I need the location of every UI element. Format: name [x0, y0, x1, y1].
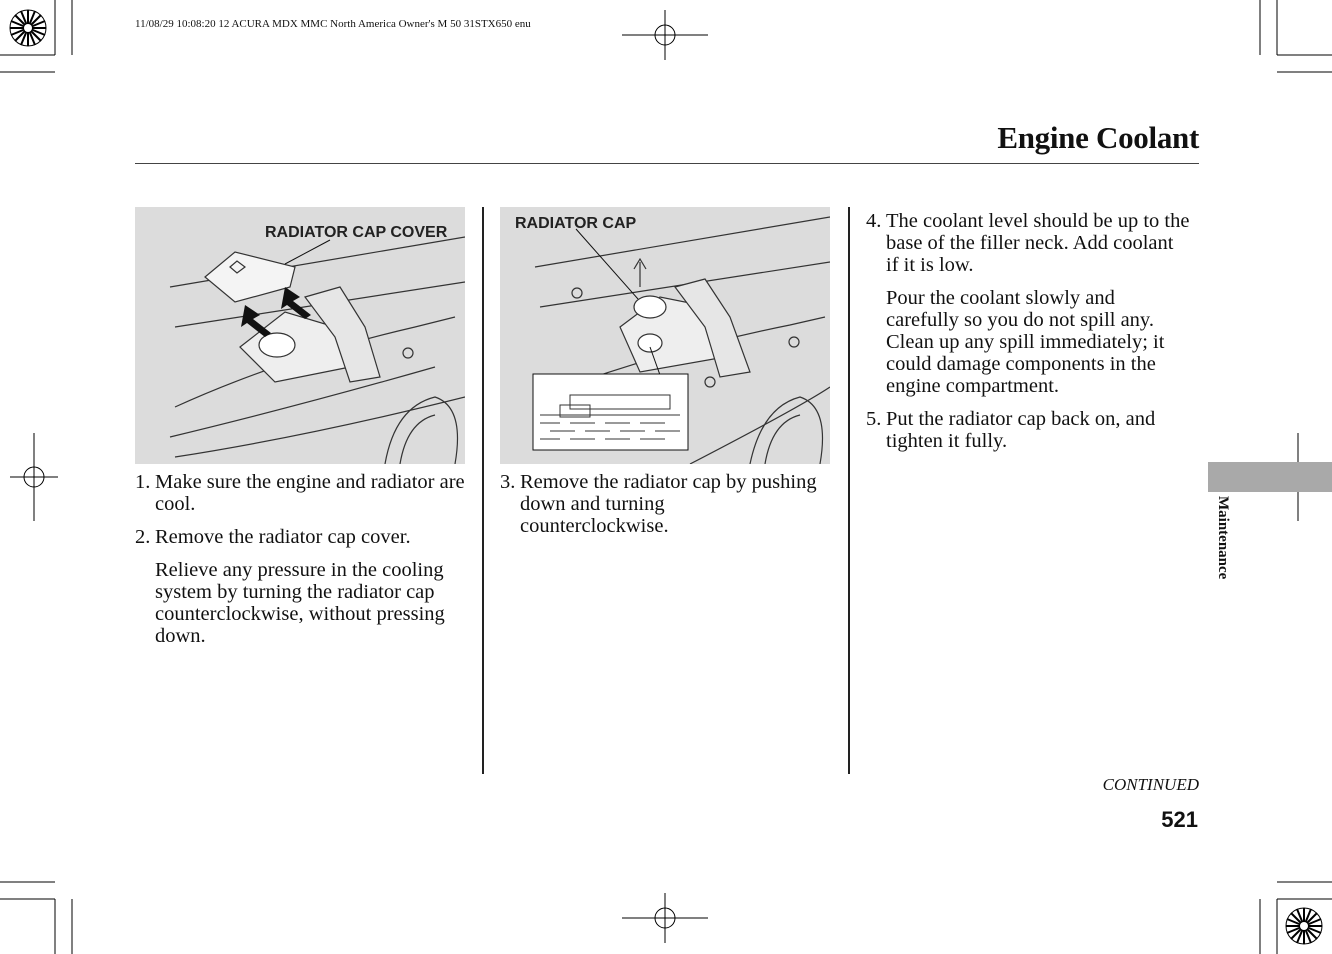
radiator-cap-label: RADIATOR CAP: [515, 215, 637, 232]
starburst-icon: [10, 10, 46, 46]
step-number: 2.: [135, 526, 151, 548]
print-metadata: 11/08/29 10:08:20 12 ACURA MDX MMC North America Owner's M 50 31STX650 enu: [135, 18, 531, 30]
step-3: [500, 471, 818, 537]
step-text: Remove the radiator cap by pushing down and turning counterclockwise.: [520, 471, 817, 537]
radiator-cap-cover-label: RADIATOR CAP COVER: [265, 224, 448, 241]
step-4: [866, 210, 1191, 276]
page-number: 521: [1161, 807, 1198, 832]
starburst-icon: [1286, 908, 1322, 944]
step-number: 4.: [866, 210, 882, 232]
radiator-cap-cover-figure: [135, 207, 465, 464]
title-rule: [135, 163, 1199, 164]
step-2: [135, 526, 470, 548]
step-4-note: Pour the coolant slowly and carefully so you do not spill any. Clean up any spill immediately; it could damage components in the engine compartment.: [886, 287, 1165, 397]
section-label-text: Maintenance: [1215, 496, 1231, 580]
step-number: 5.: [866, 408, 882, 430]
page-title: Engine Coolant: [997, 120, 1199, 155]
column-1-steps: [135, 471, 470, 658]
step-text: Put the radiator cap back on, and tighten it fully.: [886, 408, 1156, 452]
engine-illustration-icon: [135, 207, 465, 464]
column-2-steps: [500, 471, 818, 548]
step-text: The coolant level should be up to the base of the filler neck. Add coolant if it is low.: [886, 210, 1190, 276]
step-number: 1.: [135, 471, 151, 493]
step-number: 3.: [500, 471, 516, 493]
step-1: [135, 471, 470, 515]
column-divider: [848, 207, 850, 774]
step-text: Make sure the engine and radiator are cool.: [155, 471, 465, 515]
step-5: [866, 408, 1191, 452]
radiator-illustration-icon: [500, 207, 830, 464]
column-3-steps: [866, 210, 1191, 463]
section-label: [1205, 496, 1235, 606]
section-tab[interactable]: [1208, 462, 1332, 492]
step-2-note: Relieve any pressure in the cooling system by turning the radiator cap counterclockwise, without pressing down.: [155, 559, 445, 647]
column-divider: [482, 207, 484, 774]
step-text: Remove the radiator cap cover.: [155, 526, 411, 548]
continued-label: CONTINUED: [1102, 775, 1199, 794]
radiator-cap-figure: [500, 207, 830, 464]
